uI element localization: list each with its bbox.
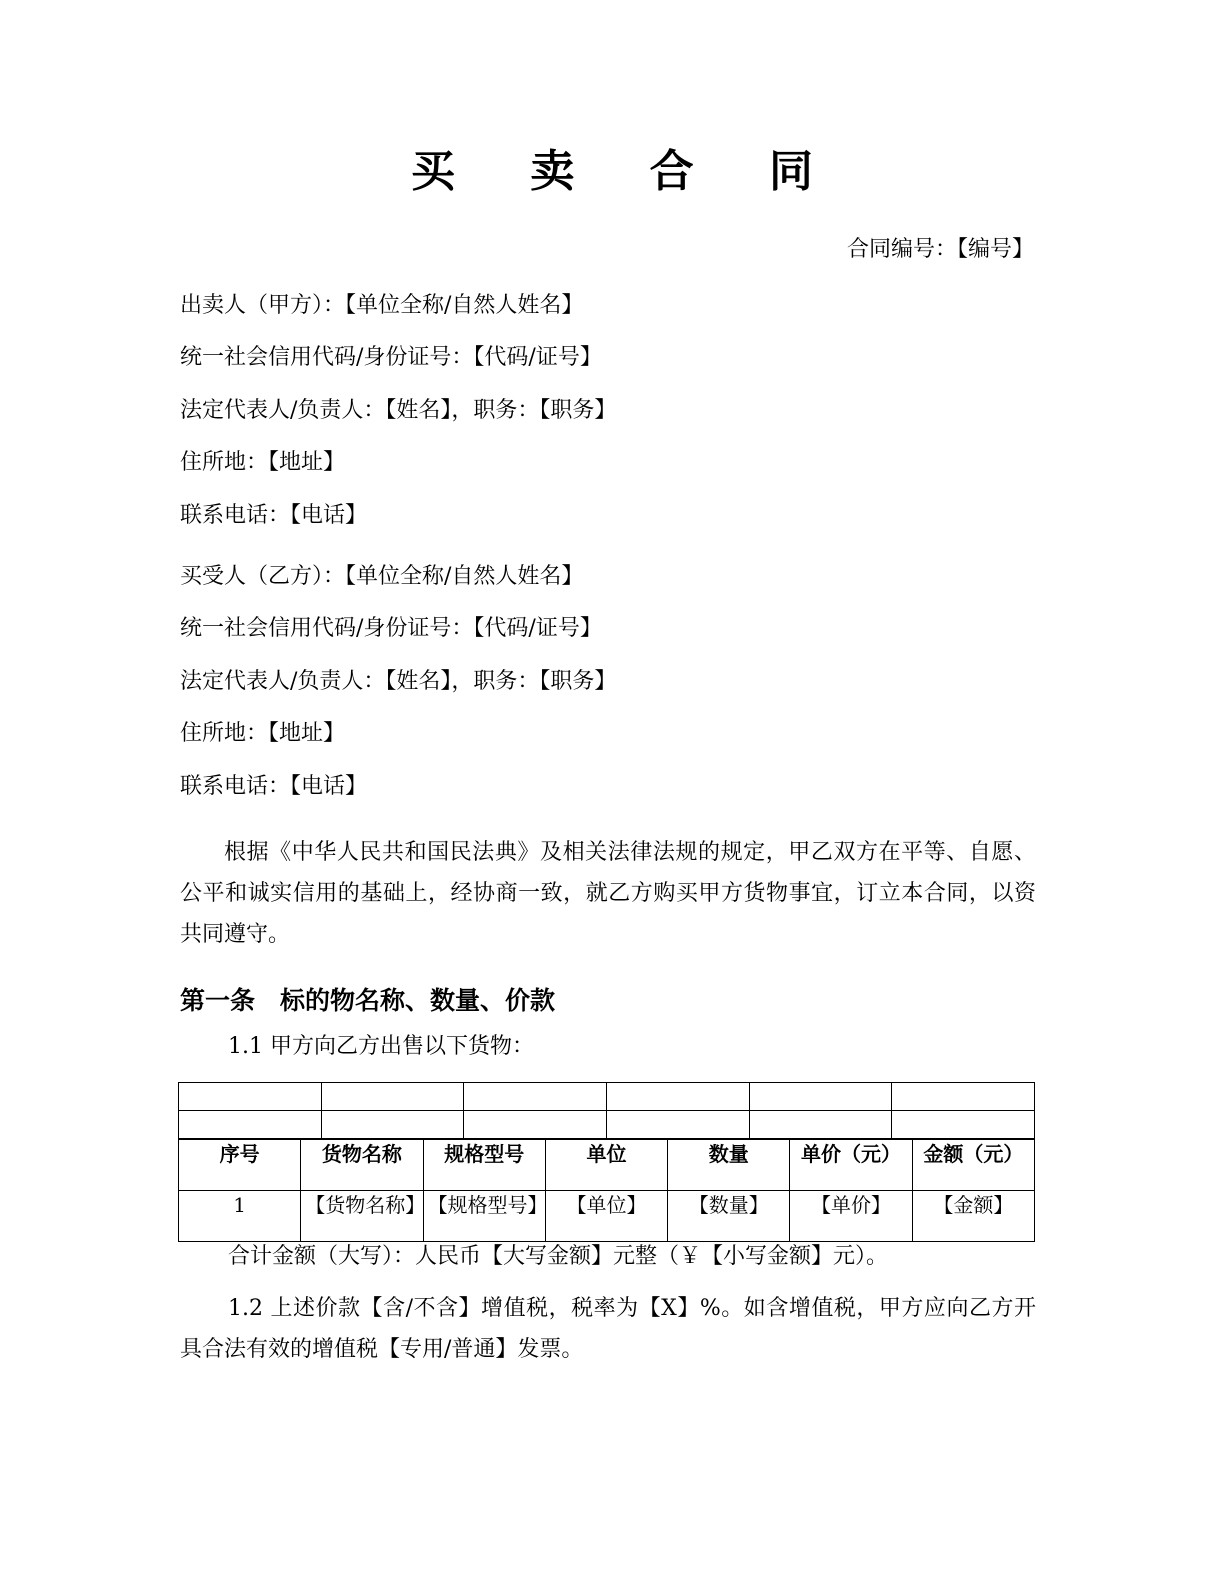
goods-table: [178, 1139, 1035, 1242]
article-1-heading: 第一条 标的物名称、数量、价款: [180, 986, 556, 1015]
table-empty-row: [179, 1111, 1035, 1139]
seller-phone: 联系电话：【电话】: [180, 503, 368, 528]
clause-1-1: 1.1 甲方向乙方出售以下货物：: [228, 1034, 534, 1059]
cell-spec: 【规格型号】: [423, 1191, 545, 1242]
header-spec: 规格型号: [423, 1140, 545, 1191]
table-empty-cell: [179, 1111, 322, 1139]
header-amount: 金额（元）: [912, 1140, 1034, 1191]
table-empty-cell: [321, 1111, 464, 1139]
cell-amount: 【金额】: [912, 1191, 1034, 1242]
cell-unit-price: 【单价】: [790, 1191, 912, 1242]
cell-quantity: 【数量】: [668, 1191, 790, 1242]
table-empty-cell: [606, 1083, 749, 1111]
header-unit-price: 单价（元）: [790, 1140, 912, 1191]
cell-goods-name: 【货物名称】: [301, 1191, 423, 1242]
table-empty-cell: [749, 1083, 892, 1111]
table-empty-cell: [179, 1083, 322, 1111]
table-row: [179, 1191, 1035, 1242]
preamble-paragraph: 根据《中华人民共和国民法典》及相关法律法规的规定，甲乙双方在平等、自愿、公平和诚实信用的基础上，经协商一致，就乙方购买甲方货物事宜，订立本合同，以资共同遵守。: [180, 840, 1036, 947]
buyer-phone: 联系电话：【电话】: [180, 774, 368, 799]
table-empty-cell: [892, 1111, 1035, 1139]
buyer-representative: 法定代表人/负责人：【姓名】，职务：【职务】: [180, 669, 617, 694]
table-empty-cell: [749, 1111, 892, 1139]
header-unit: 单位: [545, 1140, 667, 1191]
table-empty-cell: [606, 1111, 749, 1139]
buyer-name: 买受人（乙方）：【单位全称/自然人姓名】: [180, 564, 584, 589]
header-goods-name: 货物名称: [301, 1140, 423, 1191]
clause-1-2: 1.2 上述价款【含/不含】增值税，税率为【X】%。如含增值税，甲方应向乙方开具合法有效的增值税【专用/普通】发票。: [180, 1296, 1036, 1362]
buyer-credit-code: 统一社会信用代码/身份证号：【代码/证号】: [180, 616, 602, 641]
table-empty-cell: [464, 1111, 607, 1139]
table-header-row: [179, 1140, 1035, 1191]
cell-serial: 1: [179, 1191, 301, 1242]
table-empty-rows: [178, 1082, 1035, 1139]
cell-unit: 【单位】: [545, 1191, 667, 1242]
header-quantity: 数量: [668, 1140, 790, 1191]
document-title: 买 卖 合 同: [411, 146, 843, 197]
seller-representative: 法定代表人/负责人：【姓名】，职务：【职务】: [180, 398, 617, 423]
seller-name: 出卖人（甲方）：【单位全称/自然人姓名】: [180, 293, 584, 318]
buyer-address: 住所地：【地址】: [180, 721, 346, 746]
seller-credit-code: 统一社会信用代码/身份证号：【代码/证号】: [180, 345, 602, 370]
seller-address: 住所地：【地址】: [180, 450, 346, 475]
header-serial: 序号: [179, 1140, 301, 1191]
table-empty-row: [179, 1083, 1035, 1111]
total-amount: 合计金额（大写）：人民币【大写金额】元整（￥【小写金额】元）。: [228, 1244, 889, 1269]
contract-number: 合同编号：【编号】: [846, 237, 1034, 262]
table-empty-cell: [464, 1083, 607, 1111]
table-empty-cell: [321, 1083, 464, 1111]
table-empty-cell: [892, 1083, 1035, 1111]
